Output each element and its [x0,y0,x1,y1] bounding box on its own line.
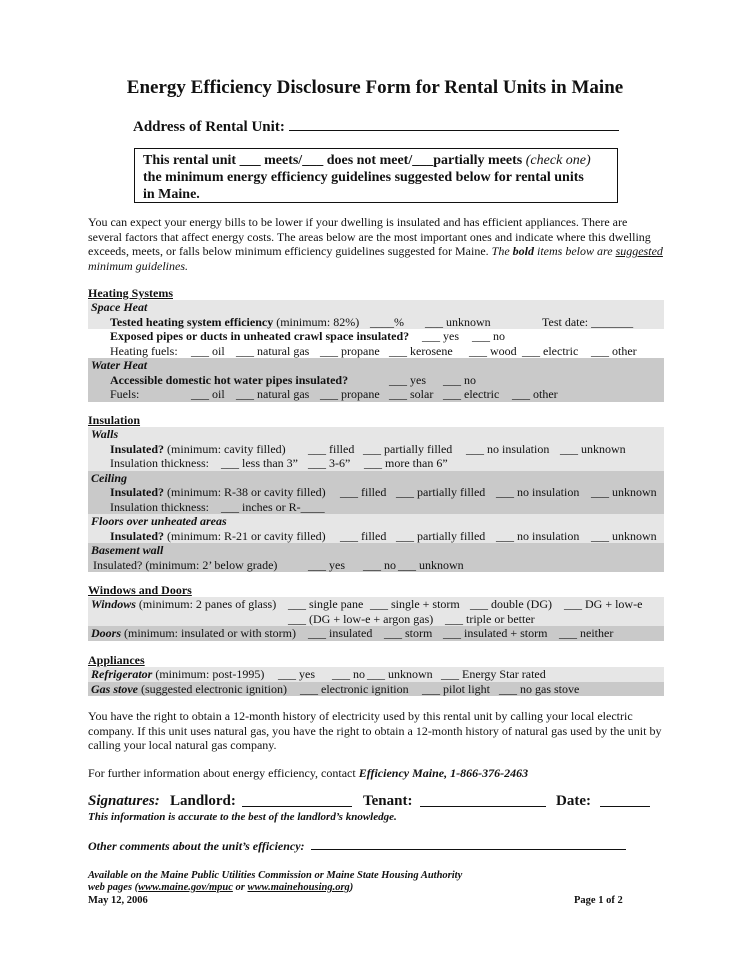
other-comments-line[interactable] [311,838,626,850]
stove-pilot-option[interactable]: ___ pilot light [422,681,491,696]
date-label: Date: [556,793,591,809]
fuel-natural-gas-option[interactable]: ___ natural gas [236,343,310,358]
check-one-hint: (check one) [525,153,591,168]
floors-partial-option[interactable]: ___ partially filled [396,528,486,543]
water-fuel-oil-option[interactable]: ___ oil [191,387,225,401]
walls-header: Walls [88,427,664,442]
door-storm-option[interactable]: ___ storm [384,626,433,640]
tenant-signature-line[interactable] [420,793,546,807]
walls-thick-3to6-option[interactable]: ___ 3-6” [308,456,351,470]
walls-unknown-option[interactable]: ___ unknown [560,441,626,456]
basement-insulated-row: Insulated? (minimum: 2’ below grade) ___ yes ___ no ___ unknown [88,558,664,573]
landlord-signature-line[interactable] [242,793,352,807]
footer-availability: Available on the Maine Public Utilities Commission or Maine State Housing Authority [88,870,463,881]
floors-unknown-option[interactable]: ___ unknown [591,528,657,543]
water-fuel-solar-option[interactable]: ___ solar [389,387,434,401]
footer-date: May 12, 2006 [88,895,148,906]
walls-thick-under3-option[interactable]: ___ less than 3” [221,456,298,470]
intro-paragraph: You can expect your energy bills to be lower if your dwelling is insulated and has efficient appliances. There are several factors that affect energy costs. The areas below are the most important ones and indicate where this dwelling exceeds, meets, or falls below minimum efficiency guidelines suggested for Maine. The bold items below are suggested minimum guidelines. [88,215,663,273]
window-triple-option[interactable]: ___ triple or better [445,611,535,626]
floors-none-option[interactable]: ___ no insulation [496,528,580,543]
appliances-section-title: Appliances [88,653,145,667]
mpuc-link[interactable]: www.maine.gov/mpuc [138,882,233,893]
door-both-option[interactable]: ___ insulated + storm [443,626,548,640]
space-heat-header: Space Heat [88,300,664,315]
further-info-line: For further information about energy efficiency, contact Efficiency Maine, 1-866-376-2463 [88,766,529,780]
form-title: Energy Efficiency Disclosure Form for Rental Units in Maine [126,77,624,98]
pipes-no-option[interactable]: ___ no [472,329,505,343]
rights-paragraph: You have the right to obtain a 12-month history of electricity used by this rental unit by calling your local electric company. If this unit uses natural gas, you have the right to obtain a 12-month history of natural gas used by the unit by calling your local natural gas company. [88,709,662,752]
page-number: Page 1 of 2 [574,895,623,906]
pipes-yes-option[interactable]: ___ yes [422,329,459,343]
water-fuels-row: Fuels: ___ oil ___ natural gas ___ propane ___ solar ___ electric ___ other [88,387,664,402]
water-heat-header: Water Heat [88,358,664,373]
hotwater-no-option[interactable]: ___ no [443,372,476,387]
door-insulated-option[interactable]: ___ insulated [308,626,373,640]
heating-fuels-row: Heating fuels: ___ oil ___ natural gas ___ propane ___ kerosene ___ wood ___ electric ___ other [110,343,637,358]
mainehousing-link[interactable]: www.mainehousing.org [247,882,350,893]
exposed-pipes-row: Exposed pipes or ducts in unheated crawl space insulated? ___ yes ___ no [110,329,505,343]
window-double-option[interactable]: ___ double (DG) [470,597,552,611]
window-argon-option[interactable]: ___ (DG + low-e + argon gas) [288,611,434,626]
water-fuel-other-option[interactable]: ___ other [512,387,558,401]
address-label: Address of Rental Unit: [133,119,285,135]
ceiling-unknown-option[interactable]: ___ unknown [591,485,657,499]
window-storm-option[interactable]: ___ single + storm [370,597,460,611]
hotwater-yes-option[interactable]: ___ yes [389,372,426,387]
stove-electronic-option[interactable]: ___ electronic ignition [300,681,409,696]
test-date-field[interactable]: Test date: _______ [542,314,634,329]
stove-none-option[interactable]: ___ no gas stove [499,681,580,696]
ceiling-thickness-row: Insulation thickness: ___ inches or R-____ [88,500,664,515]
accuracy-note: This information is accurate to the best of the landlord’s knowledge. [88,811,397,823]
fuel-other-option[interactable]: ___ other [591,343,637,358]
ceiling-header: Ceiling [88,471,664,486]
walls-partial-option[interactable]: ___ partially filled [363,441,453,456]
address-field[interactable] [133,117,619,136]
signature-date-line[interactable] [600,793,650,807]
window-single-option[interactable]: ___ single pane [288,597,364,611]
compliance-box [134,148,618,203]
ceiling-thickness-field[interactable]: ___ inches or R-____ [221,499,325,514]
windows-row-2 [88,612,664,627]
walls-insulated-row: Insulated? (minimum: cavity filled) ___ filled ___ partially filled ___ no insulation ___ unknown [88,442,664,457]
door-neither-option[interactable]: ___ neither [559,626,614,640]
fuel-kerosene-option[interactable]: ___ kerosene [389,343,453,358]
compliance-line-3: in Maine. [143,187,200,202]
signatures-row [88,793,664,813]
compliance-line-2: the minimum energy efficiency guidelines suggested below for rental units [143,170,584,185]
walls-none-option[interactable]: ___ no insulation [466,441,550,456]
other-comments-label: Other comments about the unit’s efficiency: [88,839,305,853]
doors-row: Doors (minimum: insulated or with storm) ___ insulated ___ storm ___ insulated + storm ___ neither [88,626,664,641]
fridge-yes-option[interactable]: ___ yes [278,667,315,681]
efficiency-percent-field[interactable]: ____% [370,314,404,329]
signatures-label: Signatures: [88,793,160,809]
compliance-line-1[interactable]: This rental unit ___ meets/___ does not meet/___partially meets (check one) [143,153,591,168]
other-comments-field[interactable] [88,838,626,854]
landlord-label: Landlord: [170,793,236,809]
tested-efficiency-row: Tested heating system efficiency (minimum: 82%) ____% ___ unknown Test date: _______ [88,315,664,330]
floors-filled-option[interactable]: ___ filled [340,528,387,543]
window-lowe-option[interactable]: ___ DG + low-e [564,597,643,611]
walls-thickness-row: Insulation thickness: ___ less than 3” ___ 3-6” ___ more than 6” [88,456,664,471]
windows-row-1: Windows (minimum: 2 panes of glass) ___ single pane ___ single + storm ___ double (DG) ___ DG + low-e [88,597,664,612]
insulation-section-title: Insulation [88,413,141,427]
walls-filled-option[interactable]: ___ filled [308,441,355,456]
fuel-wood-option[interactable]: ___ wood [469,343,517,358]
fuel-electric-option[interactable]: ___ electric [522,343,579,358]
fridge-energy-star-option[interactable]: ___ Energy Star rated [441,667,546,681]
efficiency-maine-contact: Efficiency Maine, 1-866-376-2463 [358,766,529,780]
gas-stove-row: Gas stove (suggested electronic ignition) ___ electronic ignition ___ pilot light ___ no gas stove [88,682,664,697]
floors-header: Floors over unheated areas [88,514,664,529]
ceiling-partial-option[interactable]: ___ partially filled [396,485,486,499]
heating-section-title: Heating Systems [88,286,173,300]
ceiling-none-option[interactable]: ___ no insulation [496,485,580,499]
fuel-propane-option[interactable]: ___ propane [320,343,380,358]
fuel-oil-option[interactable]: ___ oil [191,343,225,358]
address-line[interactable] [289,117,619,131]
basement-no-option[interactable]: ___ no [363,557,396,572]
windows-section-title: Windows and Doors [88,583,192,597]
tenant-label: Tenant: [363,793,413,809]
walls-thick-over6-option[interactable]: ___ more than 6” [364,456,448,470]
ceiling-filled-option[interactable]: ___ filled [340,485,387,499]
floors-insulated-row: Insulated? (minimum: R-21 or cavity filled) ___ filled ___ partially filled ___ no insulation ___ unknown [88,529,664,544]
basement-unknown-option[interactable]: ___ unknown [398,557,464,572]
fridge-unknown-option[interactable]: ___ unknown [367,667,433,681]
refrigerator-row: Refrigerator (minimum: post-1995) ___ yes ___ no ___ unknown ___ Energy Star rated [88,667,664,682]
hot-water-pipes-row: Accessible domestic hot water pipes insulated? ___ yes ___ no [88,373,664,388]
basement-yes-option[interactable]: ___ yes [308,557,345,572]
fridge-no-option[interactable]: ___ no [332,667,365,681]
water-fuel-electric-option[interactable]: ___ electric [443,387,500,401]
basement-header: Basement wall [88,543,664,558]
efficiency-unknown-option[interactable]: ___ unknown [425,314,491,329]
water-fuel-propane-option[interactable]: ___ propane [320,387,380,401]
footer-web-pages: web pages (www.maine.gov/mpuc or www.mainehousing.org) [88,882,354,893]
water-fuel-gas-option[interactable]: ___ natural gas [236,387,310,401]
ceiling-insulated-row: Insulated? (minimum: R-38 or cavity filled) ___ filled ___ partially filled ___ no insulation ___ unknown [88,485,664,500]
